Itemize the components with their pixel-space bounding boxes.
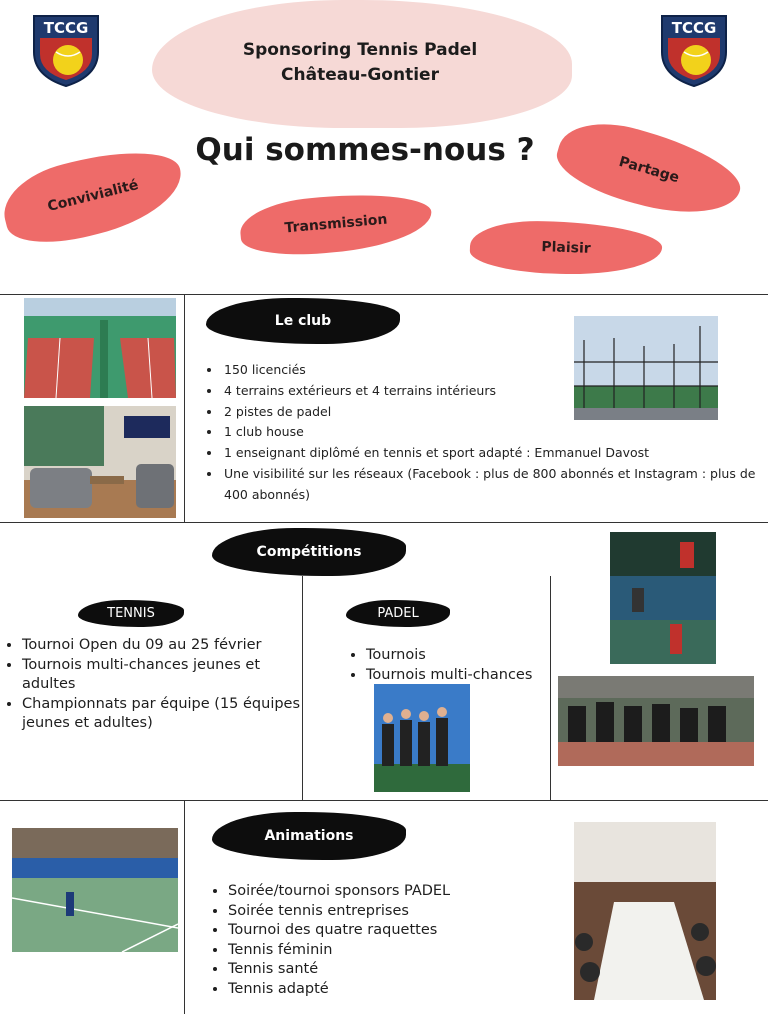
divider (550, 576, 551, 800)
list-item: • Soirée/tournoi sponsors PADEL (228, 882, 568, 902)
tennis-label: TENNIS (78, 600, 184, 627)
padel-label: PADEL (346, 600, 450, 627)
players-collage-photo (610, 532, 716, 664)
logo-text: TCCG (43, 19, 89, 37)
value-convivialite: Convivialité (0, 137, 190, 255)
list-item: • Tennis santé (228, 960, 568, 980)
competitions-heading: Compétitions (212, 528, 406, 576)
divider (0, 800, 768, 801)
list-item: • 1 enseignant diplômé en tennis et sport adapté : Emmanuel Davost (222, 443, 768, 464)
divider (0, 294, 768, 295)
value-partage: Partage (550, 110, 749, 230)
list-item: • Championnats par équipe (15 équipes jeunes et adultes) (22, 695, 314, 734)
title-line-1: Sponsoring Tennis Padel (242, 40, 478, 60)
value-plaisir: Plaisir (469, 219, 663, 278)
list-item: • Tournois multi-chances jeunes et adultes (22, 656, 314, 695)
team-spectators-photo (558, 676, 754, 766)
club-dinner-photo (574, 822, 716, 1000)
tennis-list (6, 636, 314, 734)
divider (184, 294, 185, 522)
list-item: • Tournoi des quatre raquettes (228, 921, 568, 941)
animations-heading: Animations (212, 812, 406, 860)
value-transmission: Transmission (238, 188, 434, 261)
animations-list (212, 882, 568, 999)
tccg-logo-left (30, 12, 102, 88)
list-item: • 2 pistes de padel (222, 402, 768, 423)
page-title (180, 38, 540, 88)
divider (184, 800, 185, 1014)
list-item: • Tournoi Open du 09 au 25 février (22, 636, 314, 656)
tccg-logo-right (658, 12, 730, 88)
list-item: • Tournois (366, 646, 564, 666)
logo-text: TCCG (671, 19, 717, 37)
list-item: • 4 terrains extérieurs et 4 terrains intérieurs (222, 381, 768, 402)
divider (0, 522, 768, 523)
padel-team-photo (374, 684, 470, 792)
club-heading: Le club (206, 298, 400, 344)
title-line-2: Château-Gontier (281, 65, 439, 85)
list-item: • Une visibilité sur les réseaux (Facebook : plus de 800 abonnés et Instagram : plus de 400 abonnés) (222, 464, 768, 506)
list-item: • Tennis féminin (228, 941, 568, 961)
list-item: • Tennis adapté (228, 980, 568, 1000)
padel-list (350, 646, 564, 685)
list-item: • 150 licenciés (222, 360, 768, 381)
padel-courts-photo (574, 316, 718, 420)
outdoor-courts-photo (24, 298, 176, 398)
list-item: • 1 club house (222, 422, 768, 443)
club-house-photo (24, 406, 176, 518)
indoor-kids-tennis-photo (12, 828, 178, 952)
list-item: • Soirée tennis entreprises (228, 902, 568, 922)
list-item: • Tournois multi-chances (366, 666, 564, 686)
section-question: Qui sommes-nous ? (195, 132, 535, 168)
